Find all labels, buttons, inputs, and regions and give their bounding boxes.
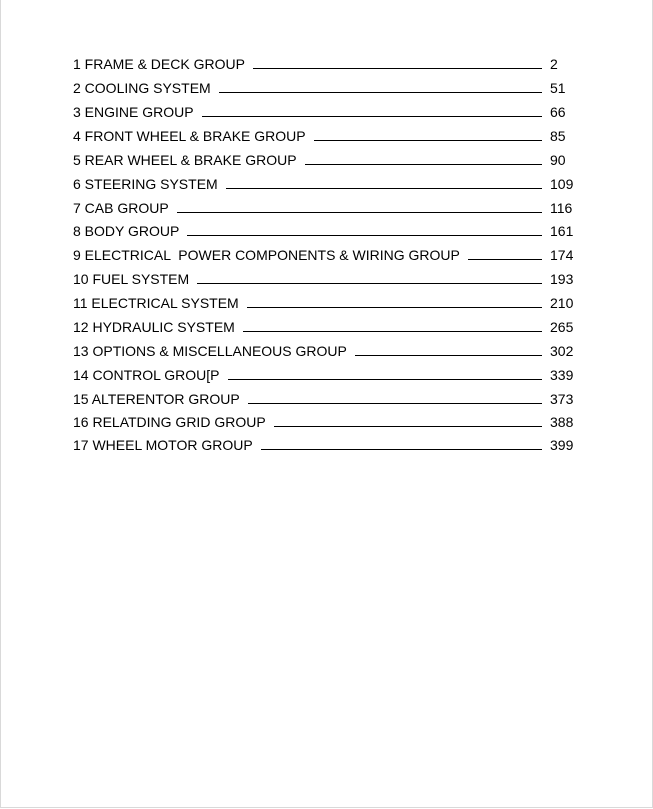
toc-leader-line: [248, 403, 542, 404]
toc-leader-line: [261, 449, 542, 450]
toc-leader-line: [274, 426, 542, 427]
toc-entry-title: 2 COOLING SYSTEM: [73, 80, 211, 96]
toc-entry-page-number: 2: [550, 56, 558, 72]
toc-entry-title: 10 FUEL SYSTEM: [73, 271, 190, 287]
toc-entry-title: 4 FRONT WHEEL & BRAKE GROUP: [73, 128, 306, 144]
toc-entry-page-number: 90: [550, 152, 566, 168]
toc-leader-line: [355, 355, 542, 356]
toc-entry-page-number: 373: [550, 391, 574, 407]
toc-entry[interactable]: [73, 80, 579, 96]
toc-entry[interactable]: [73, 104, 579, 120]
toc-entry-title: 11 ELECTRICAL SYSTEM: [73, 295, 239, 311]
toc-entry[interactable]: [73, 128, 579, 144]
toc-entry[interactable]: [73, 55, 579, 72]
toc-leader-line: [253, 68, 542, 69]
toc-leader-line: [197, 283, 542, 284]
toc-entry-title: 15 ALTERENTOR GROUP: [73, 391, 240, 407]
toc-entry-title: 5 REAR WHEEL & BRAKE GROUP: [73, 152, 297, 168]
toc-entry-title: 6 STEERING SYSTEM: [73, 176, 218, 192]
toc-entry-page-number: 66: [550, 104, 566, 120]
toc-entry-page-number: 388: [550, 414, 574, 430]
table-of-contents: [73, 55, 579, 453]
toc-entry-title: 13 OPTIONS & MISCELLANEOUS GROUP: [73, 343, 347, 359]
toc-entry-page-number: 51: [550, 80, 566, 96]
toc-entry[interactable]: [73, 176, 579, 192]
toc-entry[interactable]: [73, 367, 579, 383]
toc-entry-page-number: 116: [550, 200, 573, 216]
toc-entry[interactable]: [73, 391, 579, 407]
toc-entry-page-number: 174: [550, 247, 574, 263]
toc-leader-line: [247, 307, 542, 308]
toc-entry-title: 8 BODY GROUP: [73, 223, 180, 239]
toc-entry[interactable]: [73, 271, 579, 287]
toc-leader-line: [243, 331, 542, 332]
toc-leader-line: [228, 379, 542, 380]
toc-entry-title: 9 ELECTRICAL POWER COMPONENTS & WIRING GROUP: [73, 247, 460, 263]
toc-entry[interactable]: [73, 223, 579, 239]
toc-leader-line: [202, 116, 542, 117]
toc-entry-title: 17 WHEEL MOTOR GROUP: [73, 437, 253, 453]
toc-entry[interactable]: [73, 437, 579, 453]
toc-entry-page-number: 210: [550, 295, 574, 311]
toc-leader-line: [226, 188, 542, 189]
toc-entry-page-number: 109: [550, 176, 574, 192]
toc-entry-page-number: 161: [550, 223, 574, 239]
toc-leader-line: [219, 92, 542, 93]
toc-entry-title: 1 FRAME & DECK GROUP: [73, 56, 245, 72]
toc-entry-page-number: 193: [550, 271, 574, 287]
toc-entry-page-number: 302: [550, 343, 574, 359]
toc-entry[interactable]: [73, 319, 579, 335]
toc-entry[interactable]: [73, 200, 579, 216]
toc-entry[interactable]: [73, 414, 579, 430]
toc-entry-page-number: 339: [550, 367, 574, 383]
toc-entry-page-number: 265: [550, 319, 574, 335]
toc-leader-line: [187, 235, 542, 236]
toc-entry[interactable]: [73, 247, 579, 263]
toc-entry-title: 14 CONTROL GROU[P: [73, 367, 220, 383]
toc-leader-line: [314, 140, 542, 141]
toc-entry-title: 3 ENGINE GROUP: [73, 104, 194, 120]
toc-entry[interactable]: [73, 152, 579, 168]
toc-entry-page-number: 85: [550, 128, 566, 144]
toc-leader-line: [468, 259, 542, 260]
toc-entry[interactable]: [73, 343, 579, 359]
toc-entry-title: 7 CAB GROUP: [73, 200, 169, 216]
toc-leader-line: [305, 164, 542, 165]
toc-entry-title: 16 RELATDING GRID GROUP: [73, 414, 266, 430]
toc-entry-title: 12 HYDRAULIC SYSTEM: [73, 319, 235, 335]
toc-entry-page-number: 399: [550, 437, 574, 453]
toc-leader-line: [177, 212, 542, 213]
toc-entry[interactable]: [73, 295, 579, 311]
